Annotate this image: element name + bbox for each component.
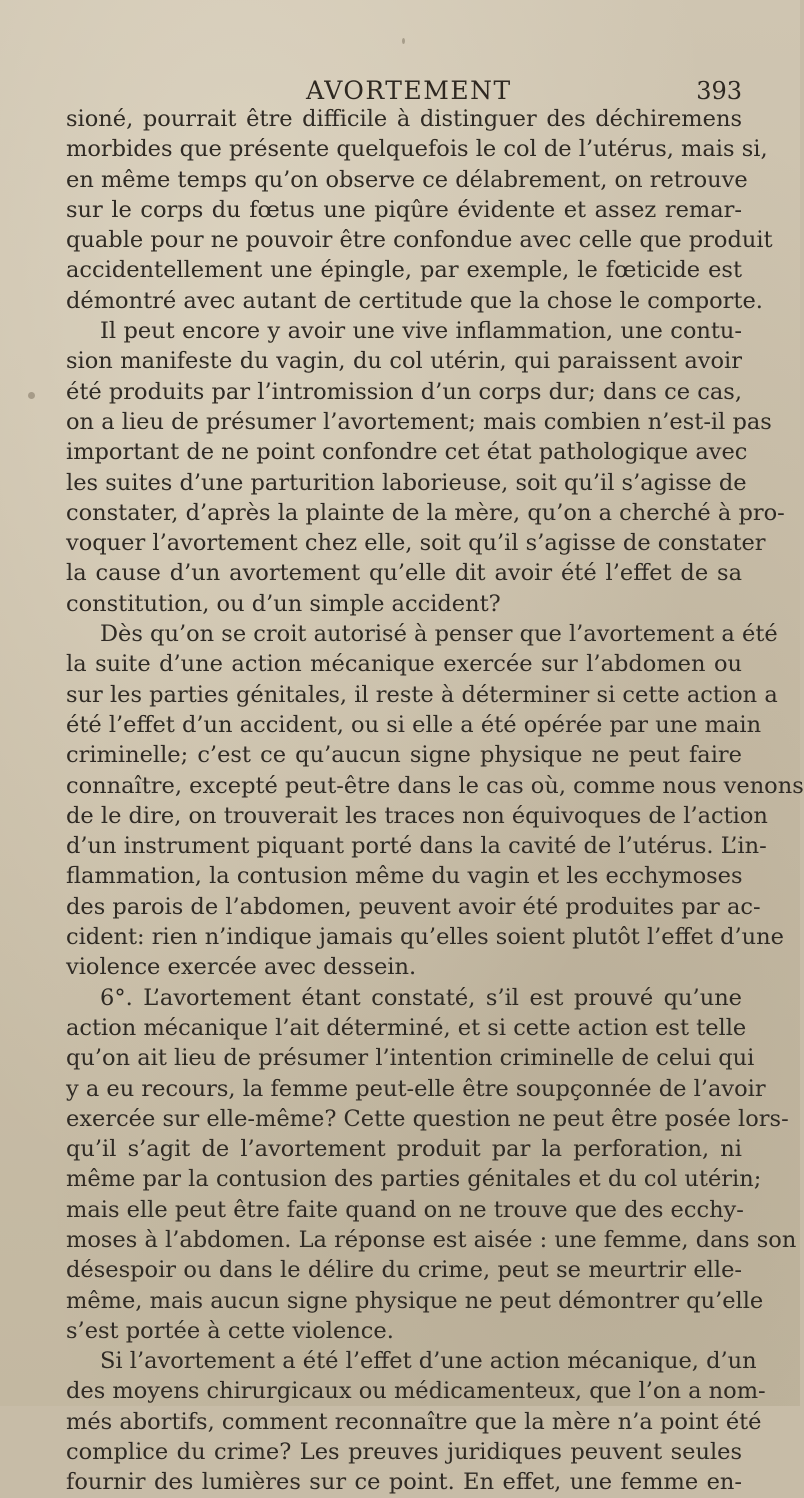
- text-line: constitution, ou d’un simple accident?: [66, 590, 501, 617]
- text-line: més abortifs, comment reconnaître que la mère n’a point été: [66, 1408, 762, 1435]
- text-line: mais elle peut être faite quand on ne trouve que des ecchy-: [66, 1196, 744, 1223]
- text-line: 6°. L’avortement étant constaté, s’il est prouvé qu’une: [100, 984, 742, 1011]
- text-line: complice du crime? Les preuves juridiques peuvent seules: [66, 1439, 742, 1466]
- paragraph: [66, 983, 797, 1347]
- text-line: qu’on ait lieu de présumer l’intention criminelle de celui qui: [66, 1045, 755, 1072]
- text-line: sioné, pourrait être difficile à distinguer des déchiremens: [66, 106, 742, 132]
- text-line: sur le corps du fœtus une piqûre évidente et assez remar-: [66, 196, 742, 223]
- text-line: sur les parties génitales, il reste à déterminer si cette action a: [66, 681, 778, 708]
- text-line: des moyens chirurgicaux ou médicamenteux, que l’on a nom-: [66, 1378, 766, 1405]
- paragraph: [66, 619, 804, 983]
- text-line: s’est portée à cette violence.: [66, 1317, 394, 1344]
- text-line: fournir des lumières sur ce point. En effet, une femme en-: [66, 1469, 742, 1496]
- text-line: connaître, excepté peut-être dans le cas où, comme nous venons: [66, 772, 804, 799]
- ink-blot: [402, 38, 405, 44]
- text-line: les suites d’une parturition laborieuse, soit qu’il s’agisse de: [66, 469, 747, 496]
- body-text: [66, 104, 804, 1498]
- text-line: action mécanique l’ait déterminé, et si cette action est telle: [66, 1014, 747, 1041]
- text-line: la suite d’une action mécanique exercée sur l’abdomen ou: [66, 651, 742, 678]
- paragraph: [66, 316, 785, 619]
- text-line: y a eu recours, la femme peut-elle être soupçonnée de l’avoir: [66, 1075, 766, 1102]
- text-line: même par la contusion des parties génitales et du col utérin;: [66, 1166, 762, 1193]
- text-line: moses à l’abdomen. La réponse est aisée : une femme, dans son: [66, 1226, 797, 1253]
- text-line: Dès qu’on se croit autorisé à penser que l’avortement a été: [100, 621, 778, 648]
- text-line: Il peut encore y avoir une vive inflammation, une contu-: [100, 318, 742, 345]
- text-line: violence exercée avec dessein.: [66, 954, 417, 981]
- text-line: d’un instrument piquant porté dans la cavité de l’utérus. L’in-: [66, 833, 767, 860]
- text-line: démontré avec autant de certitude que la chose le comporte.: [66, 287, 763, 314]
- text-line: constater, d’après la plainte de la mère, qu’on a cherché à pro-: [66, 499, 785, 526]
- text-line: criminelle; c’est ce qu’aucun signe physique ne peut faire: [66, 742, 742, 769]
- text-line: la cause d’un avortement qu’elle dit avoir été l’effet de sa: [66, 560, 742, 587]
- text-line: des parois de l’abdomen, peuvent avoir été produites par ac-: [66, 893, 761, 920]
- paragraph: [66, 104, 773, 316]
- text-line: exercée sur elle-même? Cette question ne peut être posée lors-: [66, 1105, 789, 1132]
- text-line: sion manifeste du vagin, du col utérin, qui paraissent avoir: [66, 348, 742, 375]
- text-line: qu’il s’agit de l’avortement produit par la perforation, ni: [66, 1136, 742, 1163]
- text-line: morbides que présente quelquefois le col de l’utérus, mais si,: [66, 136, 768, 163]
- text-line: de le dire, on trouverait les traces non équivoques de l’action: [66, 802, 768, 829]
- text-line: accidentellement une épingle, par exemple, le fœticide est: [66, 257, 742, 284]
- page-number: 393: [696, 77, 742, 105]
- text-line: cident: rien n’indique jamais qu’elles soient plutôt l’effet d’une: [66, 924, 784, 951]
- text-line: quable pour ne pouvoir être confondue avec celle que produit: [66, 227, 773, 254]
- text-line: important de ne point confondre cet état pathologique avec: [66, 439, 748, 466]
- text-line: on a lieu de présumer l’avortement; mais combien n’est-il pas: [66, 408, 772, 435]
- text-line: en même temps qu’on observe ce délabrement, on retrouve: [66, 166, 748, 193]
- text-line: été produits par l’intromission d’un corps dur; dans ce cas,: [66, 378, 742, 405]
- paragraph: [66, 1346, 766, 1497]
- ink-blot: [28, 392, 35, 399]
- running-title: AVORTEMENT: [306, 76, 512, 105]
- text-line: été l’effet d’un accident, ou si elle a été opérée par une main: [66, 711, 762, 738]
- text-line: désespoir ou dans le délire du crime, peut se meurtrir elle-: [66, 1257, 742, 1284]
- text-line: même, mais aucun signe physique ne peut démontrer qu’elle: [66, 1287, 764, 1314]
- text-line: Si l’avortement a été l’effet d’une action mécanique, d’un: [100, 1348, 757, 1375]
- text-line: flammation, la contusion même du vagin et les ecchymoses: [66, 863, 743, 890]
- text-line: voquer l’avortement chez elle, soit qu’il s’agisse de constater: [66, 530, 766, 557]
